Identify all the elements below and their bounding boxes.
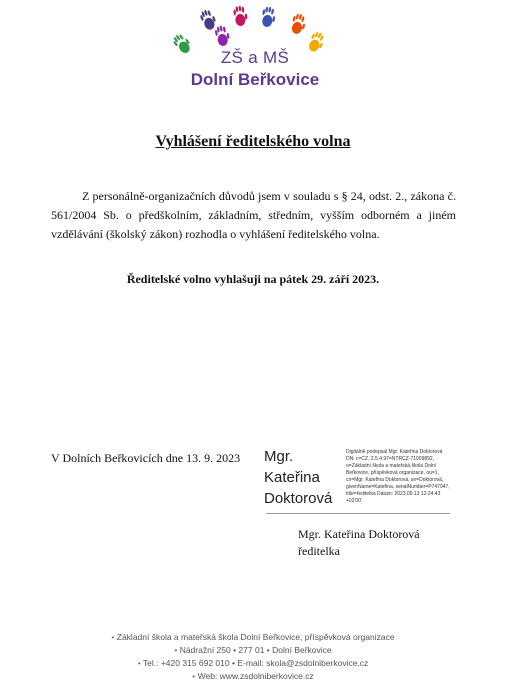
bullet-icon: • [137,658,143,668]
school-logo [170,6,340,96]
logo-school-type: ZŠ a MŠ [220,48,290,67]
digital-signature-details: Digitálně podepsal Mgr. Kateřina Doktorová DN: c=CZ, 2.5.4.97=NTRCZ-71009892, o=Základní škola a mateřská škola Dolní Beřkovice, příspěvková organizace, ou=1, cn=Mgr. Kateřina Doktorová, sn=Doktorová, givenName=Kateřina, serialNumber=P747947, title=ředitelka Datum: 2023.09.13 12:24:43 +02'00' [346,449,450,504]
signature-line-1: Mgr. [264,448,294,465]
announcement-text: Ředitelské volno vyhlašuji na pátek 29. září 2023. [126,272,380,286]
signature-line-3: Doktorová [264,490,333,507]
footer-contact [0,631,506,683]
footer-line-address: • Nádražní 250 • 277 01 • Dolní Beřkovice [174,645,332,655]
signer-name: Mgr. Kateřina Doktorová [298,527,420,541]
footer-line-organization: • Základní škola a mateřská škola Dolní Beřkovice, příspěvková organizace [111,632,395,642]
signer-role: ředitelka [298,544,340,558]
bullet-icon: • [192,671,198,681]
bullet-icon: • [174,645,180,655]
digital-signature-name [264,446,350,509]
signer-block [298,526,420,560]
place-and-date: V Dolních Beřkovicích dne 13. 9. 2023 [51,451,241,465]
body-paragraph: Z personálně-organizačních důvodů jsem v souladu s § 24, odst. 2., zákona č. 561/2004 Sb. o předškolním, základním, středním, vyšším odborném a jiném vzdělávání (školský zákon) rozhodla o vyhlášení ředitelského volna. [51,189,456,241]
signature-line-2: Kateřina [264,469,320,486]
footer-line-phone-email: • Tel.: +420 315 692 010 • E-mail: skola@zsdolniberkovice.cz [137,658,369,668]
bullet-icon: • [111,632,117,642]
signature-underline [266,513,450,514]
footer-line-web: • Web: www.zsdolniberkovice.cz [192,671,314,681]
logo-school-name: Dolní Beřkovice [190,70,320,89]
document-title: Vyhlášení ředitelského volna [155,133,351,150]
